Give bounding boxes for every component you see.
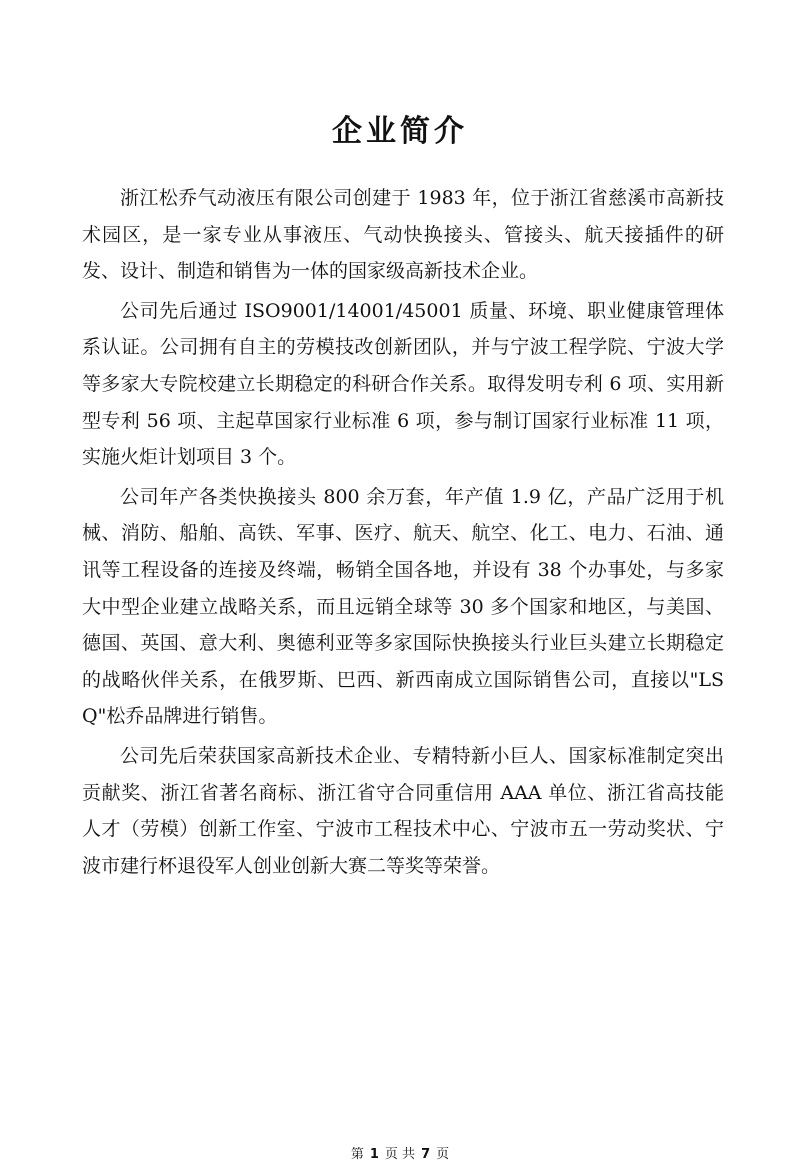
footer-middle: 页 共 bbox=[384, 1147, 416, 1162]
paragraph-honors: 公司先后荣获国家高新技术企业、专精特新小巨人、国家标准制定突出贡献奖、浙江省著名商标、浙江省守合同重信用 AAA 单位、浙江省高技能人才（劳模）创新工作室、宁波市工程技术中心、宁波市五一劳动奖状、宁波市建行杯退役军人创业创新大赛二等奖等荣誉。 bbox=[82, 744, 724, 877]
footer-page-number: 1 bbox=[369, 1147, 379, 1162]
paragraph-company-overview: 浙江松乔气动液压有限公司创建于 1983 年，位于浙江省慈溪市高新技术园区，是一家专业从事液压、气动快换接头、管接头、航天接插件的研发、设计、制造和销售为一体的国家级高新技术企业。 bbox=[82, 187, 724, 283]
page-footer bbox=[0, 1146, 800, 1164]
document-title: 企业简介 bbox=[332, 114, 468, 150]
footer-suffix: 页 bbox=[436, 1147, 450, 1162]
footer-total-pages: 7 bbox=[421, 1147, 431, 1162]
paragraph-production-markets: 公司年产各类快换接头 800 余万套，年产值 1.9 亿，产品广泛用于机械、消防、船舶、高铁、军事、医疗、航天、航空、化工、电力、石油、通讯等工程设备的连接及终端，畅销全国各地，并设有 38 个办事处，与多家大中型企业建立战略关系，而且远销全球等 30 多个国家和地区，与美国、德国、英国、意大利、奥德利亚等多家国际快换接头行业巨头建立长期稳定的战略伙伴关系，在俄罗斯、巴西、新西南成立国际销售公司，直接以"LSQ"松乔品牌进行销售。 bbox=[82, 485, 724, 728]
paragraph-certifications-patents: 公司先后通过 ISO9001/14001/45001 质量、环境、职业健康管理体系认证。公司拥有自主的劳模技改创新团队，并与宁波工程学院、宁波大学等多家大专院校建立长期稳定的科研合作关系。取得发明专利 6 项、实用新型专利 56 项、主起草国家行业标准 6 项，参与制订国家行业标准 11 项，实施火炬计划项目 3 个。 bbox=[82, 299, 724, 469]
document-body bbox=[82, 180, 724, 884]
footer-prefix: 第 bbox=[350, 1147, 364, 1162]
